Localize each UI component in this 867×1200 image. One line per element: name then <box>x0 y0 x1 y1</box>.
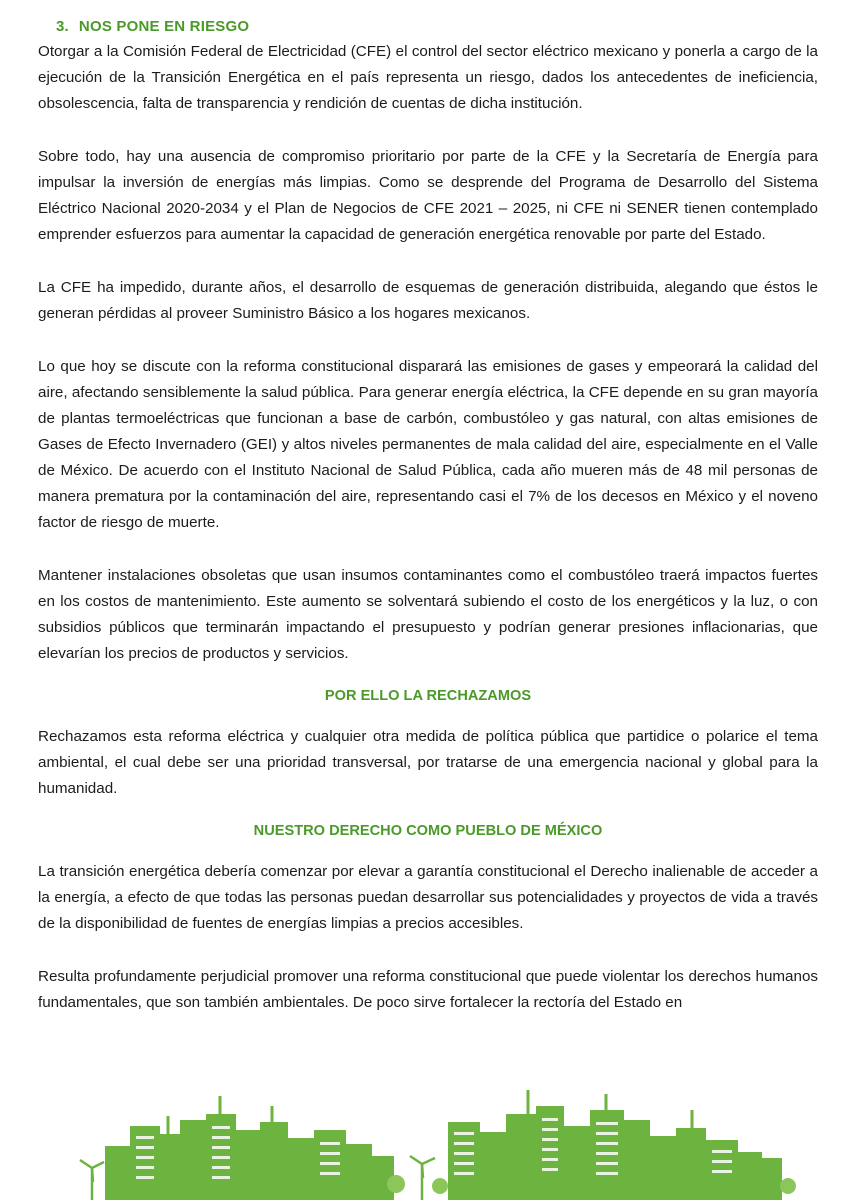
section-title-text: NOS PONE EN RIESGO <box>78 18 250 35</box>
section-number: 3. <box>56 18 69 35</box>
paragraph-generacion-distribuida: La CFE ha impedido, durante años, el desarrollo de esquemas de generación distribuida, alegando que éstos le generan pérdidas al proveer Suministro Básico a los hogares mexicanos. <box>38 279 818 322</box>
paragraph-derechos-humanos: Resulta profundamente perjudicial promover una reforma constitucional que puede violentar los derechos humanos fundamentales, que son también ambientales. De poco sirve fortalecer la rectoría del Estado en <box>38 968 818 1011</box>
paragraph-compromiso: Sobre todo, hay una ausencia de compromiso prioritario por parte de la CFE y la Secretaría de Energía para impulsar la inversión de energías más limpias. Como se desprende del Programa de Desarrollo del Sistema Eléctrico Nacional 2020-2034 y el Plan de Negocios de CFE 2021 – 2025, ni CFE ni SENER tienen contemplado emprender esfuerzos para aumentar la capacidad de generación energética renovable por parte del Estado. <box>38 148 818 243</box>
document-body <box>38 18 818 1043</box>
paragraph-costos: Mantener instalaciones obsoletas que usan insumos contaminantes como el combustóleo traerá impactos fuertes en los costos de mantenimiento. Este aumento se solventará subiendo el costo de los energéticos y la luz, o con subsidios públicos que terminarán impactando el presupuesto y podrían generar presiones inflacionarias, que elevarían los precios de productos y servicios. <box>38 567 818 662</box>
paragraph-cfe-control: Otorgar a la Comisión Federal de Electricidad (CFE) el control del sector eléctrico mexicano y ponerla a cargo de la ejecución de la Transición Energética en el país representa un riesgo, dados los antecedentes de ineficiencia, obsolescencia, falta de transparencia y rendición de cuentas de dicha institución. <box>38 43 818 112</box>
heading-derecho: NUESTRO DERECHO COMO PUEBLO DE MÉXICO <box>253 823 603 839</box>
section-title <box>56 18 818 35</box>
heading-rechazo: POR ELLO LA RECHAZAMOS <box>324 688 532 704</box>
paragraph-emisiones: Lo que hoy se discute con la reforma constitucional disparará las emisiones de gases y empeorará la calidad del aire, afectando sensiblemente la salud pública. Para generar energía eléctrica, la CFE depende en su gran mayoría de plantas termoeléctricas que funcionan a base de carbón, combustóleo y gas natural, con altas emisiones de Gases de Efecto Invernadero (GEI) y altos niveles permanentes de mala calidad del aire, especialmente en el Valle de México. De acuerdo con el Instituto Nacional de Salud Pública, cada año mueren más de 48 mil personas de manera prematura por la contaminación del aire, representando casi el 7% de los decesos en México y el noveno factor de riesgo de muerte. <box>38 358 818 531</box>
city-skyline-illustration <box>0 1086 867 1200</box>
paragraph-rechazo: Rechazamos esta reforma eléctrica y cualquier otra medida de política pública que partidice o polarice el tema ambiental, el cual debe ser una prioridad transversal, por tratarse de una emergencia nacional y global para la humanidad. <box>38 728 818 797</box>
paragraph-derecho-energia: La transición energética debería comenzar por elevar a garantía constitucional el Derecho inalienable de acceder a la energía, a efecto de que todas las personas puedan desarrollar sus potencialidades y proyectos de vida a través de la disponibilidad de fuentes de energías limpias a precios accesibles. <box>38 863 818 932</box>
